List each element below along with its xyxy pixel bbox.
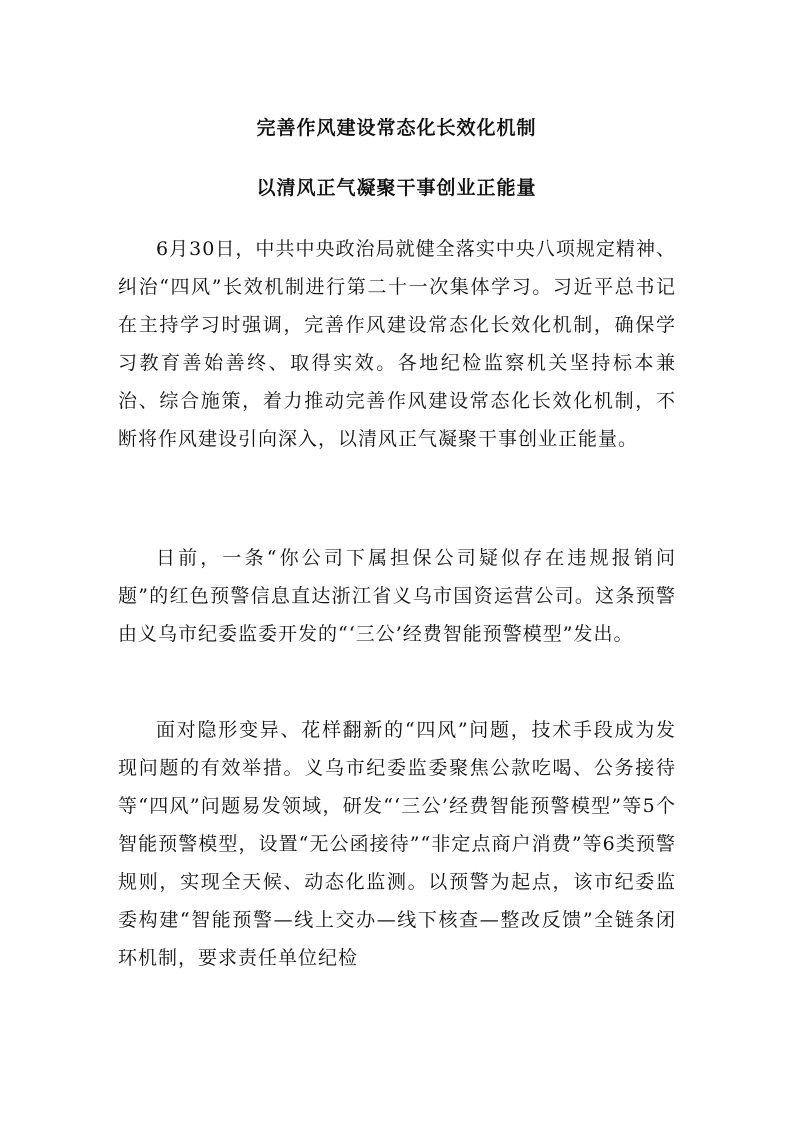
paragraph-2: 日前，一条“你公司下属担保公司疑似存在违规报销问题”的红色预警信息直达浙江省义乌市国资运营公司。这条预警由义乌市纪委监委开发的“‘三公’经费智能预警模型”发出。 [118,547,676,645]
paragraph-1: 6月30日，中共中央政治局就健全落实中央八项规定精神、纠治“四风”长效机制进行第二十一次集体学习。习近平总书记在主持学习时强调，完善作风建设常态化长效化机制，确保学习教育善始善终、取得实效。各地纪检监察机关坚持标本兼治、综合施策，着力推动完善作风建设常态化长效化机制，不断将作风建设引向深入，以清风正气凝聚干事创业正能量。 [118,238,676,450]
paragraph-3: 面对隐形变异、花样翻新的“四风”问题，技术手段成为发现问题的有效举措。义乌市纪委监委聚焦公款吃喝、公务接待等“四风”问题易发领域，研发“‘三公’经费智能预警模型”等5个智能预警模型，设置“无公函接待”“非定点商户消费”等6类预警规则，实现全天候、动态化监测。以预警为起点，该市纪委监委构建“智能预警—线上交办—线下核查—整改反馈”全链条闭环机制，要求责任单位纪检 [118,719,676,969]
document-title: 完善作风建设常态化长效化机制 [256,117,537,139]
document-subtitle: 以清风正气凝聚干事创业正能量 [256,177,537,199]
